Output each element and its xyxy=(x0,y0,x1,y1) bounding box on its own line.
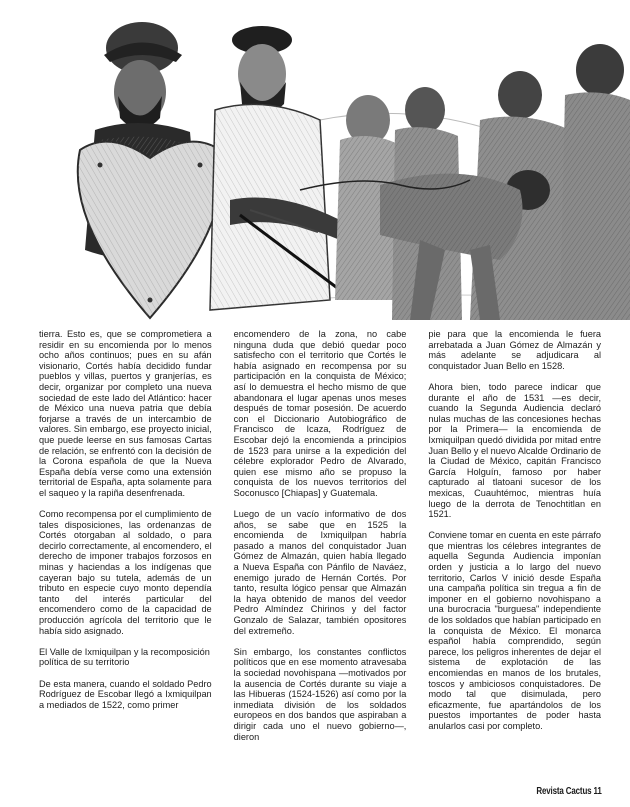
conquistadors-and-indigenous-captives-icon xyxy=(0,0,630,332)
paragraph: Ahora bien, todo parece indicar que durante el año de 1531 —es decir, cuando la Segunda Audiencia declaró nulas muchas de las concesiones hechas por la Primera— la encomienda de Ixmiquilpan quedó dividida por mitad entre Juan Bello y el nuevo Alcalde Ordinario de la Ciudad de México, capitán Francisco García Holguín, famoso por haber capturado al tlatoani sucesor de los mexicas, Cuauhtémoc, mientras huía luego de la derrota de Tenochtitlan en 1521. xyxy=(428,381,602,520)
section-subheading: El Valle de Ixmiquilpan y la recomposición política de su territorio xyxy=(39,646,210,668)
paragraph: Como recompensa por el cumplimiento de tales disposiciones, las ordenanzas de Cortés otorgaban al soldado, o para decirlo correctamente, al encomendero, el derecho de imponer trabajos forzosos en minas y haciendas a los indígenas que cayeran bajo su tutela, además de un tributo en especie cuyo monto dependía tanto del interés particular del encomendero como de la capacidad de producción agrícola del territorio que le había sido asignado. xyxy=(39,509,212,636)
column-3 xyxy=(428,329,601,784)
page-number: 11 xyxy=(593,786,602,797)
article-columns xyxy=(39,329,601,784)
paragraph: Luego de un vacío informativo de dos años, se sabe que en 1525 la encomienda de Ixmiquilpan habría pasado a manos del conquistador Juan Gómez de Almazán, quien había llegado a Nueva España con Pánfilo de Naváez, enemigo jurado de Hernán Cortés. Por tanto, resulta lógico pensar que Almazán la haya obtenido de manos del veedor Pedro Almíndez Chirinos y del factor Gonzalo de Salazar, también opositores del extremeño. xyxy=(233,509,407,636)
paragraph: Conviene tomar en cuenta en este párrafo que mientras los célebres integrantes de aquella Segunda Audiencia imponían orden y justicia a lo largo del nuevo territorio, Carlos V inició desde España una campaña política sin tregua a fin de imponer en el gobierno novohispano a una burocracia "burguesa" independiente de los soldados que habían participado en la conquista de México. El monarca español había comprendido, según parece, los peligros inherentes de dejar el sistema de explotación de las encomiendas en manos de los brutales, toscos y ambiciosos conquistadores. De modo tal que disimulada, pero eficazmente, fue apartándolos de los puestos importantes de poder hasta anularlos casi por completo. xyxy=(428,530,602,731)
publication-name: Revista Cactus xyxy=(536,786,592,797)
paragraph: De esta manera, cuando el soldado Pedro Rodríguez de Escobar llegó a Ixmiquilpan a mediados de 1522, como primer xyxy=(39,678,212,710)
column-1 xyxy=(39,329,212,784)
page-footer xyxy=(537,786,602,797)
column-2 xyxy=(234,329,407,784)
conquistadors-illustration xyxy=(0,0,630,332)
paragraph: encomendero de la zona, no cabe ninguna duda que debió quedar poco satisfecho con el territorio que Cortés le había asignado en recompensa por su participación en la conquista de México; así lo demuestra el hecho mismo de que abandonara el lugar apenas unos meses después de tomar posesión. De acuerdo con el Diccionario Autobiográfico de Francisco de Icaza, Rodríguez de Escobar dejó la encomienda a principios de 1523 para unirse a la expedición del célebre explorador Pedro de Alvarado, quien ese mismo año se propuso la conquista de los nuevos territorios del Soconusco [Chiapas] y Guatemala. xyxy=(233,329,407,498)
paragraph: tierra. Esto es, que se comprometiera a residir en su encomienda por lo menos ocho años continuos; pues en su afán visionario, Cortés había decidido fundar pueblos y villas, puertos y granjerías, es decir, organizar por completo una nueva sociedad de este lado del Atlántico: hacer de México una nueva patria que debía forjarse a través de un intercambio de valores. Sin embargo, ese proyecto inicial, que puede leerse en sus famosas Cartas de relación, se enfrentó con la decisión de la Corona española de que la Nueva España debía verse como una extensión territorial de España, apta solamente para el saqueo y la rapiña desenfrenada. xyxy=(39,329,212,498)
paragraph: Sin embargo, los constantes conflictos políticos que en ese momento atravesaba la sociedad novohispana —motivados por la ausencia de Cortés durante su viaje a las Hibueras (1524-1526) así como por la inmediata división de los soldados europeos en dos bandos que aspiraban a dirigir cada uno el nuevo gobierno—, dieron xyxy=(233,646,407,742)
paragraph: pie para que la encomienda le fuera arrebatada a Juan Gómez de Almazán y más adelante se adjudicara al conquistador Juan Bello en 1528. xyxy=(428,329,602,371)
